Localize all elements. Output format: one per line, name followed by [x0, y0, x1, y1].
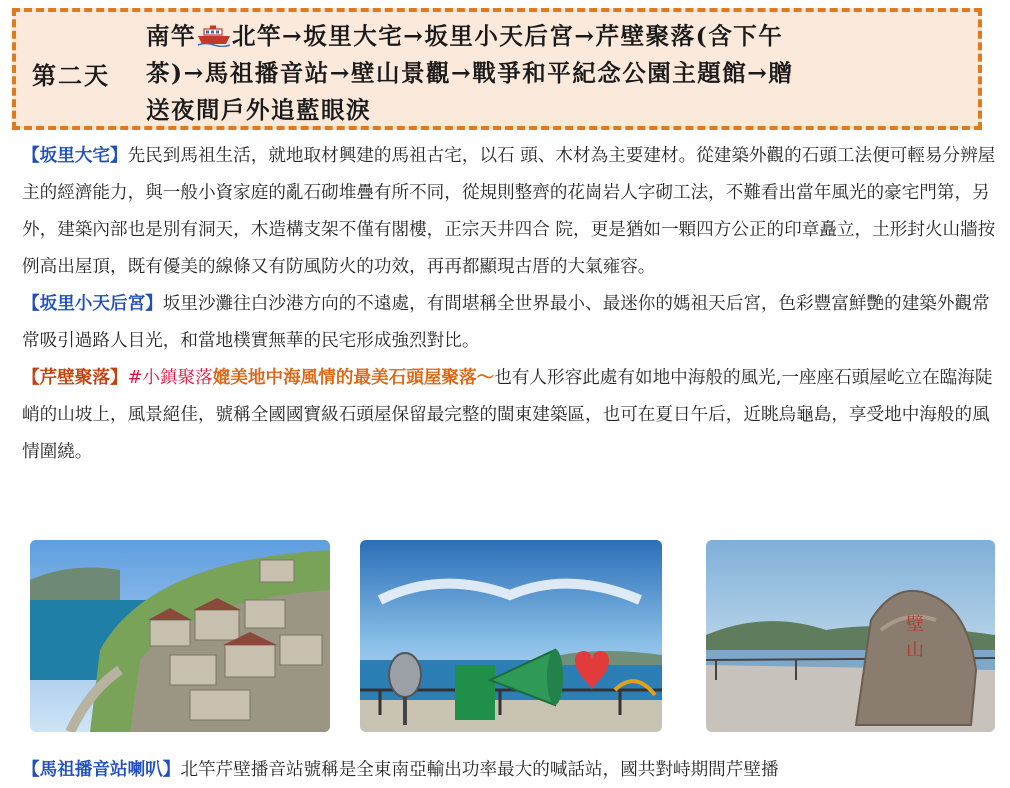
banli-house-paragraph [22, 138, 998, 286]
broadcast-station-photo [360, 540, 662, 732]
broadcast-paragraph [22, 752, 1002, 788]
qinbi-paragraph [22, 360, 998, 471]
broadcast-title: 【馬祖播音站喇叭】 [22, 760, 181, 780]
route-line-1-text: 北竿→坂里大宅→坂里小天后宮→芹壁聚落(含下午 [232, 22, 784, 50]
banli-temple-title: 【坂里小天后宮】 [22, 294, 163, 314]
ferry-icon [196, 25, 232, 47]
route-line-1 [146, 18, 966, 55]
route-description [146, 18, 966, 129]
bishan-rock-photo [706, 540, 995, 732]
day-label: 第二天 [32, 61, 110, 90]
day-header-box [12, 8, 982, 130]
route-start: 南竿 [146, 22, 196, 50]
qinbi-tag: #小鎮聚落 [127, 368, 213, 388]
banli-house-body: 先民到馬祖生活，就地取材興建的馬祖古宅，以石 頭、木材為主要建材。從建築外觀的石頭工法便可輕易分辨屋主的經濟能力，與一般小資家庭的亂石砌堆疊有所不同，從規則整齊的花崗岩人字砌工法，不難看出當年風光的豪宅門第，另外，建築內部也是別有洞天，木造構支架不僅有閣樓，正宗天井四合 院，更是猶如一顆四方公正的印章矗立，土形封火山牆按例高出屋頂，既有優美的線條又有防風防火的功效，再再都顯現古厝的大氣雍容。 [22, 146, 996, 277]
banli-temple-paragraph [22, 286, 998, 360]
route-line-3: 送夜間戶外追藍眼淚 [146, 96, 371, 124]
qinbi-highlight: 媲美地中海風情的最美石頭屋聚落～ [212, 368, 495, 388]
qinbi-body: 也有人形容此處有如地中海般的風光,一座座石頭屋屹立在臨海陡峭的山坡上，風景絕佳，號稱全國國寶級石頭屋保留最完整的閩東建築區，也可在夏日午后，近眺烏龜島，享受地中海般的風情圍繞。 [22, 368, 993, 462]
itinerary-content [22, 138, 998, 471]
qinbi-title: 【芹壁聚落】 [22, 368, 128, 388]
banli-house-title: 【坂里大宅】 [22, 146, 128, 166]
banli-temple-body: 坂里沙灘往白沙港方向的不遠處，有間堪稱全世界最小、最迷你的媽祖天后宮，色彩豐富鮮艷的建築外觀常常吸引過路人目光，和當地樸實無華的民宅形成強烈對比。 [22, 294, 990, 351]
broadcast-body: 北竿芹壁播音站號稱是全東南亞輸出功率最大的喊話站，國共對峙期間芹壁播 [180, 760, 779, 780]
route-line-2: 茶)→馬祖播音站→壁山景觀→戰爭和平紀念公園主題館→贈 [146, 59, 794, 87]
photo-row [30, 540, 995, 732]
stone-inscription: 壁山 [906, 614, 924, 661]
qinbi-village-photo [30, 540, 330, 732]
